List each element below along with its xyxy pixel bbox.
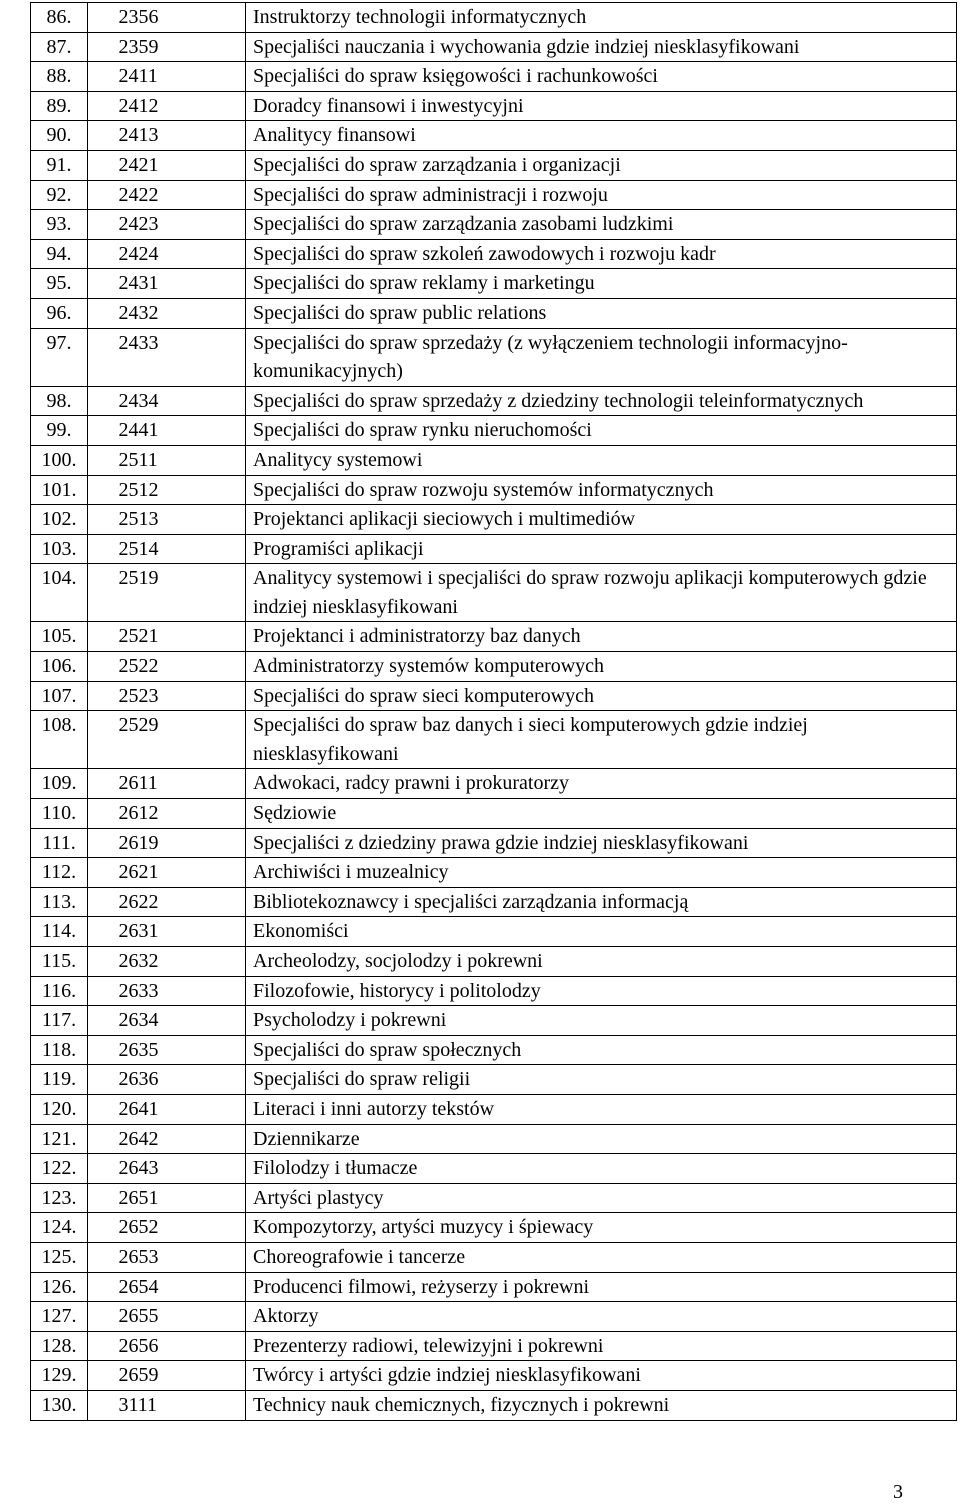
row-number-cell: 93. <box>31 210 88 240</box>
occupation-name-cell: Analitycy systemowi i specjaliści do spraw rozwoju aplikacji komputerowych gdzie indziej niesklasyfikowani <box>246 564 957 622</box>
occupation-code-cell <box>88 3 246 33</box>
table-row <box>31 475 957 505</box>
occupation-code-cell <box>88 445 246 475</box>
occupation-table-body <box>31 3 957 1421</box>
row-number-cell: 94. <box>31 239 88 269</box>
table-row <box>31 505 957 535</box>
row-number-cell: 117. <box>31 1006 88 1036</box>
row-number-cell: 105. <box>31 622 88 652</box>
occupation-name-cell: Projektanci aplikacji sieciowych i multimediów <box>246 505 957 535</box>
table-row <box>31 32 957 62</box>
occupation-code-cell <box>88 622 246 652</box>
occupation-name-cell: Specjaliści do spraw rynku nieruchomości <box>246 416 957 446</box>
occupation-code: 2359 <box>118 35 159 58</box>
row-number-cell: 98. <box>31 386 88 416</box>
occupation-name-cell: Specjaliści do spraw rozwoju systemów informatycznych <box>246 475 957 505</box>
occupation-code-cell <box>88 917 246 947</box>
table-row <box>31 62 957 92</box>
occupation-name-cell: Ekonomiści <box>246 917 957 947</box>
table-row <box>31 1331 957 1361</box>
occupation-name-cell: Technicy nauk chemicznych, fizycznych i pokrewni <box>246 1390 957 1420</box>
row-number-cell: 128. <box>31 1331 88 1361</box>
table-row <box>31 3 957 33</box>
occupation-name-cell: Psycholodzy i pokrewni <box>246 1006 957 1036</box>
row-number-cell: 118. <box>31 1035 88 1065</box>
occupation-code: 2659 <box>118 1364 159 1387</box>
occupation-name-cell: Specjaliści do spraw sieci komputerowych <box>246 681 957 711</box>
occupation-code-cell <box>88 1331 246 1361</box>
table-row <box>31 1094 957 1124</box>
page-number: 3 <box>893 1481 903 1503</box>
occupation-code-cell <box>88 534 246 564</box>
occupation-code-cell <box>88 1361 246 1391</box>
occupation-name-cell: Doradcy finansowi i inwestycyjni <box>246 91 957 121</box>
occupation-code: 2523 <box>118 684 159 707</box>
occupation-code: 2514 <box>118 537 159 560</box>
occupation-code: 2412 <box>118 94 159 117</box>
occupation-name-cell: Archeolodzy, socjolodzy i pokrewni <box>246 947 957 977</box>
table-row <box>31 828 957 858</box>
table-row <box>31 386 957 416</box>
occupation-code: 2522 <box>118 655 159 678</box>
row-number-cell: 106. <box>31 652 88 682</box>
row-number-cell: 88. <box>31 62 88 92</box>
row-number-cell: 123. <box>31 1183 88 1213</box>
row-number-cell: 114. <box>31 917 88 947</box>
occupation-code: 2512 <box>118 478 159 501</box>
row-number-cell: 90. <box>31 121 88 151</box>
occupation-name-cell: Specjaliści do spraw zarządzania i organizacji <box>246 150 957 180</box>
occupation-code: 2622 <box>118 890 159 913</box>
row-number-cell: 87. <box>31 32 88 62</box>
occupation-name-cell: Bibliotekoznawcy i specjaliści zarządzania informacją <box>246 887 957 917</box>
occupation-name-cell: Choreografowie i tancerze <box>246 1242 957 1272</box>
occupation-name-cell: Specjaliści do spraw reklamy i marketingu <box>246 269 957 299</box>
occupation-code: 2656 <box>118 1334 159 1357</box>
table-row <box>31 887 957 917</box>
occupation-code-cell <box>88 858 246 888</box>
row-number-cell: 112. <box>31 858 88 888</box>
occupation-code-cell <box>88 91 246 121</box>
occupation-code: 2652 <box>118 1216 159 1239</box>
occupation-code: 2356 <box>118 6 159 28</box>
occupation-code: 2655 <box>118 1305 159 1328</box>
occupation-code-cell <box>88 711 246 769</box>
table-row <box>31 858 957 888</box>
row-number-cell: 97. <box>31 328 88 386</box>
occupation-code-cell <box>88 1242 246 1272</box>
occupation-code-cell <box>88 887 246 917</box>
occupation-name-cell: Projektanci i administratorzy baz danych <box>246 622 957 652</box>
occupation-code-cell <box>88 180 246 210</box>
table-row <box>31 298 957 328</box>
occupation-name-cell: Dziennikarze <box>246 1124 957 1154</box>
row-number-cell: 130. <box>31 1390 88 1420</box>
row-number-cell: 100. <box>31 445 88 475</box>
occupation-name-cell: Specjaliści do spraw administracji i rozwoju <box>246 180 957 210</box>
table-row <box>31 269 957 299</box>
table-row <box>31 622 957 652</box>
occupation-name-cell: Programiści aplikacji <box>246 534 957 564</box>
occupation-code: 2654 <box>118 1275 159 1298</box>
occupation-name-cell: Archiwiści i muzealnicy <box>246 858 957 888</box>
occupation-code: 2432 <box>118 301 159 324</box>
table-row <box>31 1361 957 1391</box>
row-number-cell: 108. <box>31 711 88 769</box>
table-row <box>31 445 957 475</box>
row-number-cell: 110. <box>31 799 88 829</box>
occupation-name-cell: Specjaliści do spraw sprzedaży (z wyłączeniem technologii informacyjno-komunikacyjnych) <box>246 328 957 386</box>
row-number-cell: 125. <box>31 1242 88 1272</box>
occupation-name-cell: Instruktorzy technologii informatycznych <box>246 3 957 33</box>
occupation-code-cell <box>88 32 246 62</box>
occupation-name-cell: Specjaliści do spraw społecznych <box>246 1035 957 1065</box>
occupation-code-cell <box>88 1390 246 1420</box>
table-row <box>31 681 957 711</box>
occupation-code: 2619 <box>118 831 159 854</box>
occupation-name-cell: Kompozytorzy, artyści muzycy i śpiewacy <box>246 1213 957 1243</box>
occupation-name-cell: Producenci filmowi, reżyserzy i pokrewni <box>246 1272 957 1302</box>
occupation-code: 2631 <box>118 920 159 943</box>
occupation-code-cell <box>88 1094 246 1124</box>
row-number-cell: 121. <box>31 1124 88 1154</box>
table-row <box>31 1124 957 1154</box>
table-row <box>31 799 957 829</box>
table-row <box>31 1183 957 1213</box>
occupation-code: 2413 <box>118 124 159 147</box>
occupation-name-cell: Specjaliści do spraw public relations <box>246 298 957 328</box>
occupation-code: 2651 <box>118 1186 159 1209</box>
occupation-code: 2632 <box>118 950 159 972</box>
row-number-cell: 101. <box>31 475 88 505</box>
occupation-name-cell: Literaci i inni autorzy tekstów <box>246 1094 957 1124</box>
table-row <box>31 328 957 386</box>
table-row <box>31 91 957 121</box>
table-row <box>31 652 957 682</box>
occupation-code: 2423 <box>118 213 159 236</box>
occupation-name-cell: Analitycy finansowi <box>246 121 957 151</box>
occupation-code: 2411 <box>118 65 158 88</box>
table-row <box>31 150 957 180</box>
row-number-cell: 120. <box>31 1094 88 1124</box>
table-row <box>31 711 957 769</box>
row-number-cell: 107. <box>31 681 88 711</box>
occupation-name-cell: Aktorzy <box>246 1302 957 1332</box>
table-row <box>31 180 957 210</box>
table-row <box>31 769 957 799</box>
occupation-code-cell <box>88 976 246 1006</box>
occupation-name-cell: Adwokaci, radcy prawni i prokuratorzy <box>246 769 957 799</box>
table-row <box>31 1035 957 1065</box>
occupation-code: 2431 <box>118 272 159 295</box>
row-number-cell: 95. <box>31 269 88 299</box>
row-number-cell: 103. <box>31 534 88 564</box>
occupation-code: 2422 <box>118 183 159 206</box>
table-row <box>31 1302 957 1332</box>
occupation-name-cell: Specjaliści do spraw szkoleń zawodowych i rozwoju kadr <box>246 239 957 269</box>
occupation-code: 2611 <box>118 772 158 795</box>
row-number-cell: 116. <box>31 976 88 1006</box>
occupation-code-cell <box>88 652 246 682</box>
occupation-code: 2621 <box>118 861 159 884</box>
occupation-code-cell <box>88 239 246 269</box>
row-number-cell: 89. <box>31 91 88 121</box>
occupation-code: 2519 <box>118 567 159 590</box>
occupation-code: 2433 <box>118 331 159 354</box>
row-number-cell: 96. <box>31 298 88 328</box>
occupation-name-cell: Specjaliści do spraw sprzedaży z dziedziny technologii teleinformatycznych <box>246 386 957 416</box>
occupation-name-cell: Filolodzy i tłumacze <box>246 1154 957 1184</box>
occupation-code-cell <box>88 121 246 151</box>
occupation-code-cell <box>88 769 246 799</box>
occupation-name-cell: Specjaliści do spraw księgowości i rachunkowości <box>246 62 957 92</box>
occupation-code-cell <box>88 505 246 535</box>
table-row <box>31 239 957 269</box>
row-number-cell: 109. <box>31 769 88 799</box>
occupation-code-cell <box>88 150 246 180</box>
row-number-cell: 113. <box>31 887 88 917</box>
occupation-name-cell: Artyści plastycy <box>246 1183 957 1213</box>
occupation-name-cell: Administratorzy systemów komputerowych <box>246 652 957 682</box>
row-number-cell: 99. <box>31 416 88 446</box>
occupation-name-cell: Prezenterzy radiowi, telewizyjni i pokrewni <box>246 1331 957 1361</box>
occupation-name-cell: Analitycy systemowi <box>246 445 957 475</box>
table-row <box>31 1213 957 1243</box>
table-row <box>31 534 957 564</box>
table-row <box>31 917 957 947</box>
table-row <box>31 210 957 240</box>
occupation-code-cell <box>88 1272 246 1302</box>
row-number-cell: 127. <box>31 1302 88 1332</box>
occupation-code-cell <box>88 1213 246 1243</box>
occupation-code: 3111 <box>118 1393 158 1416</box>
row-number-cell: 104. <box>31 564 88 622</box>
occupation-name-cell: Sędziowie <box>246 799 957 829</box>
occupation-code: 2513 <box>118 508 159 531</box>
table-row <box>31 1390 957 1420</box>
row-number-cell: 91. <box>31 150 88 180</box>
occupation-code-cell <box>88 328 246 386</box>
occupation-code: 2643 <box>118 1157 159 1180</box>
occupation-code-cell <box>88 681 246 711</box>
occupation-code: 2653 <box>118 1245 159 1268</box>
occupation-code-cell <box>88 1035 246 1065</box>
occupation-name-cell: Specjaliści do spraw religii <box>246 1065 957 1095</box>
occupation-code: 2641 <box>118 1097 159 1120</box>
table-row <box>31 121 957 151</box>
table-row <box>31 1242 957 1272</box>
occupation-code-cell <box>88 1065 246 1095</box>
occupation-name-cell: Filozofowie, historycy i politolodzy <box>246 976 957 1006</box>
occupation-code-cell <box>88 828 246 858</box>
occupation-code: 2434 <box>118 389 159 412</box>
occupation-code-cell <box>88 62 246 92</box>
occupation-code: 2424 <box>118 242 159 265</box>
occupation-code-cell <box>88 298 246 328</box>
occupation-code-cell <box>88 1124 246 1154</box>
row-number-cell: 102. <box>31 505 88 535</box>
occupation-name-cell: Specjaliści z dziedziny prawa gdzie indziej niesklasyfikowani <box>246 828 957 858</box>
occupation-code: 2633 <box>118 979 159 1002</box>
occupation-code: 2511 <box>118 448 158 471</box>
occupation-code-cell <box>88 564 246 622</box>
occupation-code-cell <box>88 947 246 977</box>
occupation-code-cell <box>88 269 246 299</box>
table-row <box>31 416 957 446</box>
occupation-code-cell <box>88 1006 246 1036</box>
row-number-cell: 86. <box>31 3 88 33</box>
occupation-code: 2521 <box>118 625 159 648</box>
row-number-cell: 119. <box>31 1065 88 1095</box>
table-row <box>31 1154 957 1184</box>
table-row <box>31 1272 957 1302</box>
row-number-cell: 126. <box>31 1272 88 1302</box>
occupation-name-cell: Twórcy i artyści gdzie indziej niesklasyfikowani <box>246 1361 957 1391</box>
occupation-code: 2421 <box>118 153 159 176</box>
occupation-code-cell <box>88 1183 246 1213</box>
occupation-code: 2634 <box>118 1009 159 1032</box>
occupation-code: 2441 <box>118 419 159 442</box>
occupation-code: 2529 <box>118 714 159 737</box>
occupation-name-cell: Specjaliści nauczania i wychowania gdzie indziej niesklasyfikowani <box>246 32 957 62</box>
table-row <box>31 976 957 1006</box>
occupation-code-cell <box>88 1302 246 1332</box>
occupation-code: 2642 <box>118 1127 159 1150</box>
row-number-cell: 122. <box>31 1154 88 1184</box>
occupation-code-cell <box>88 799 246 829</box>
occupation-code-cell <box>88 210 246 240</box>
row-number-cell: 115. <box>31 947 88 977</box>
table-row <box>31 1006 957 1036</box>
row-number-cell: 111. <box>31 828 88 858</box>
occupation-code: 2636 <box>118 1068 159 1091</box>
row-number-cell: 124. <box>31 1213 88 1243</box>
row-number-cell: 92. <box>31 180 88 210</box>
table-row <box>31 1065 957 1095</box>
occupation-code-cell <box>88 1154 246 1184</box>
occupation-code-cell <box>88 386 246 416</box>
table-row <box>31 564 957 622</box>
occupation-code: 2635 <box>118 1038 159 1061</box>
row-number-cell: 129. <box>31 1361 88 1391</box>
occupation-name-cell: Specjaliści do spraw baz danych i sieci komputerowych gdzie indziej niesklasyfikowani <box>246 711 957 769</box>
occupation-name-cell: Specjaliści do spraw zarządzania zasobami ludzkimi <box>246 210 957 240</box>
occupation-code: 2612 <box>118 802 159 825</box>
occupation-code-cell <box>88 475 246 505</box>
occupation-table <box>30 2 957 1421</box>
table-row <box>31 947 957 977</box>
occupation-code-cell <box>88 416 246 446</box>
